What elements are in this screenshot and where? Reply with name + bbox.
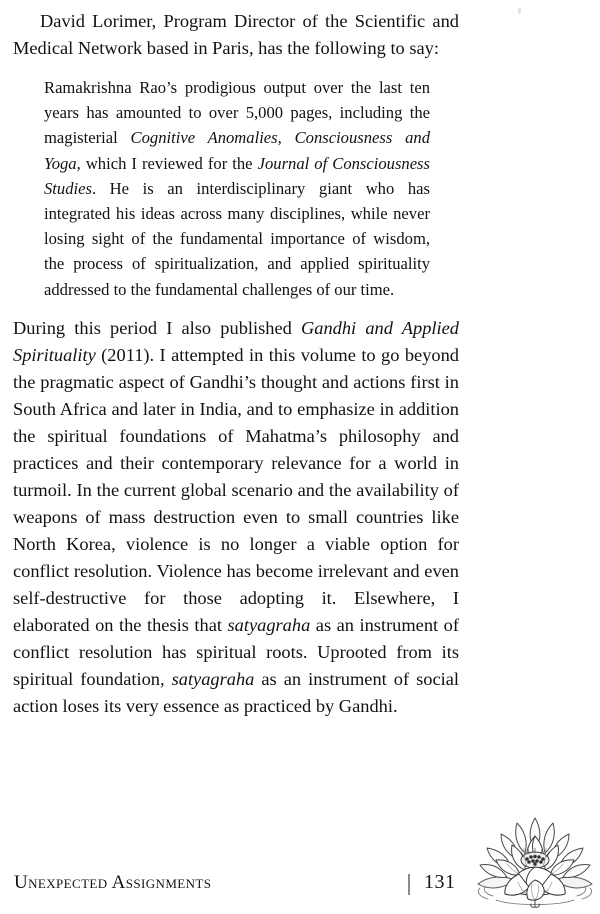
main-part-2: (2011). I attempted in this volume to go beyond the pragmatic aspect of Gandhi’s thought and actions first in South Africa and later in India, and to emphasize in addition the spiritual foundations of Mahatma’s philosophy and practices and their contemporary relevance for a world in turmoil. In the current global scenario and the availability of weapons of mass destruction even to small countries like North Korea, violence is no longer a viable option for conflict resolution. Violence has become irrelevant and even self-destructive for those adopting it. Elsewhere, I elaborated on the thesis that [13, 344, 459, 635]
main-part-4: as an instrument of social action loses its very essence as practiced by Gandhi. [13, 668, 460, 716]
blockquote-part-2: , which I reviewed for the [76, 153, 258, 173]
main-part-3: as an instrument of conflict resolution has spiritual roots. Uprooted from its spiritual foundation, [13, 614, 459, 689]
page-body [13, 8, 459, 720]
book-title-cognitive-anomalies: Cognitive Anomalies, Consciousness and Yoga [44, 128, 431, 173]
lotus-flower-ornament [474, 812, 596, 912]
page-footer [13, 872, 459, 902]
term-satyagraha-first: satyagraha [227, 614, 311, 635]
term-satyagraha-second: satyagraha [171, 668, 255, 689]
book-title-gandhi-applied-spirituality: Gandhi and Applied Spirituality [13, 317, 459, 365]
main-part-1: During this period I also published [13, 317, 301, 338]
folio-separator-rule [408, 874, 410, 895]
blockquote [44, 75, 430, 302]
page-number: 131 [424, 871, 456, 893]
blockquote-part-1: Ramakrishna Rao’s prodigious output over the last ten years has amounted to over 5,000 pages, including the magisterial [44, 78, 430, 148]
blockquote-text [44, 75, 430, 302]
main-paragraph [13, 315, 459, 720]
scan-speck [518, 8, 521, 14]
journal-title-consciousness-studies: Journal of Consciousness Studies [44, 153, 430, 198]
intro-paragraph: David Lorimer, Program Director of the Scientific and Medical Network based in Paris, has the following to say: [13, 11, 459, 58]
running-head: Unexpected Assignments [14, 872, 212, 893]
blockquote-part-3: . He is an interdisciplinary giant who has integrated his ideas across many disciplines, while never losing sight of the fundamental importance of wisdom, the process of spiritualization, and applied spirituality addressed to the fundamental challenges of our time. [44, 178, 430, 299]
